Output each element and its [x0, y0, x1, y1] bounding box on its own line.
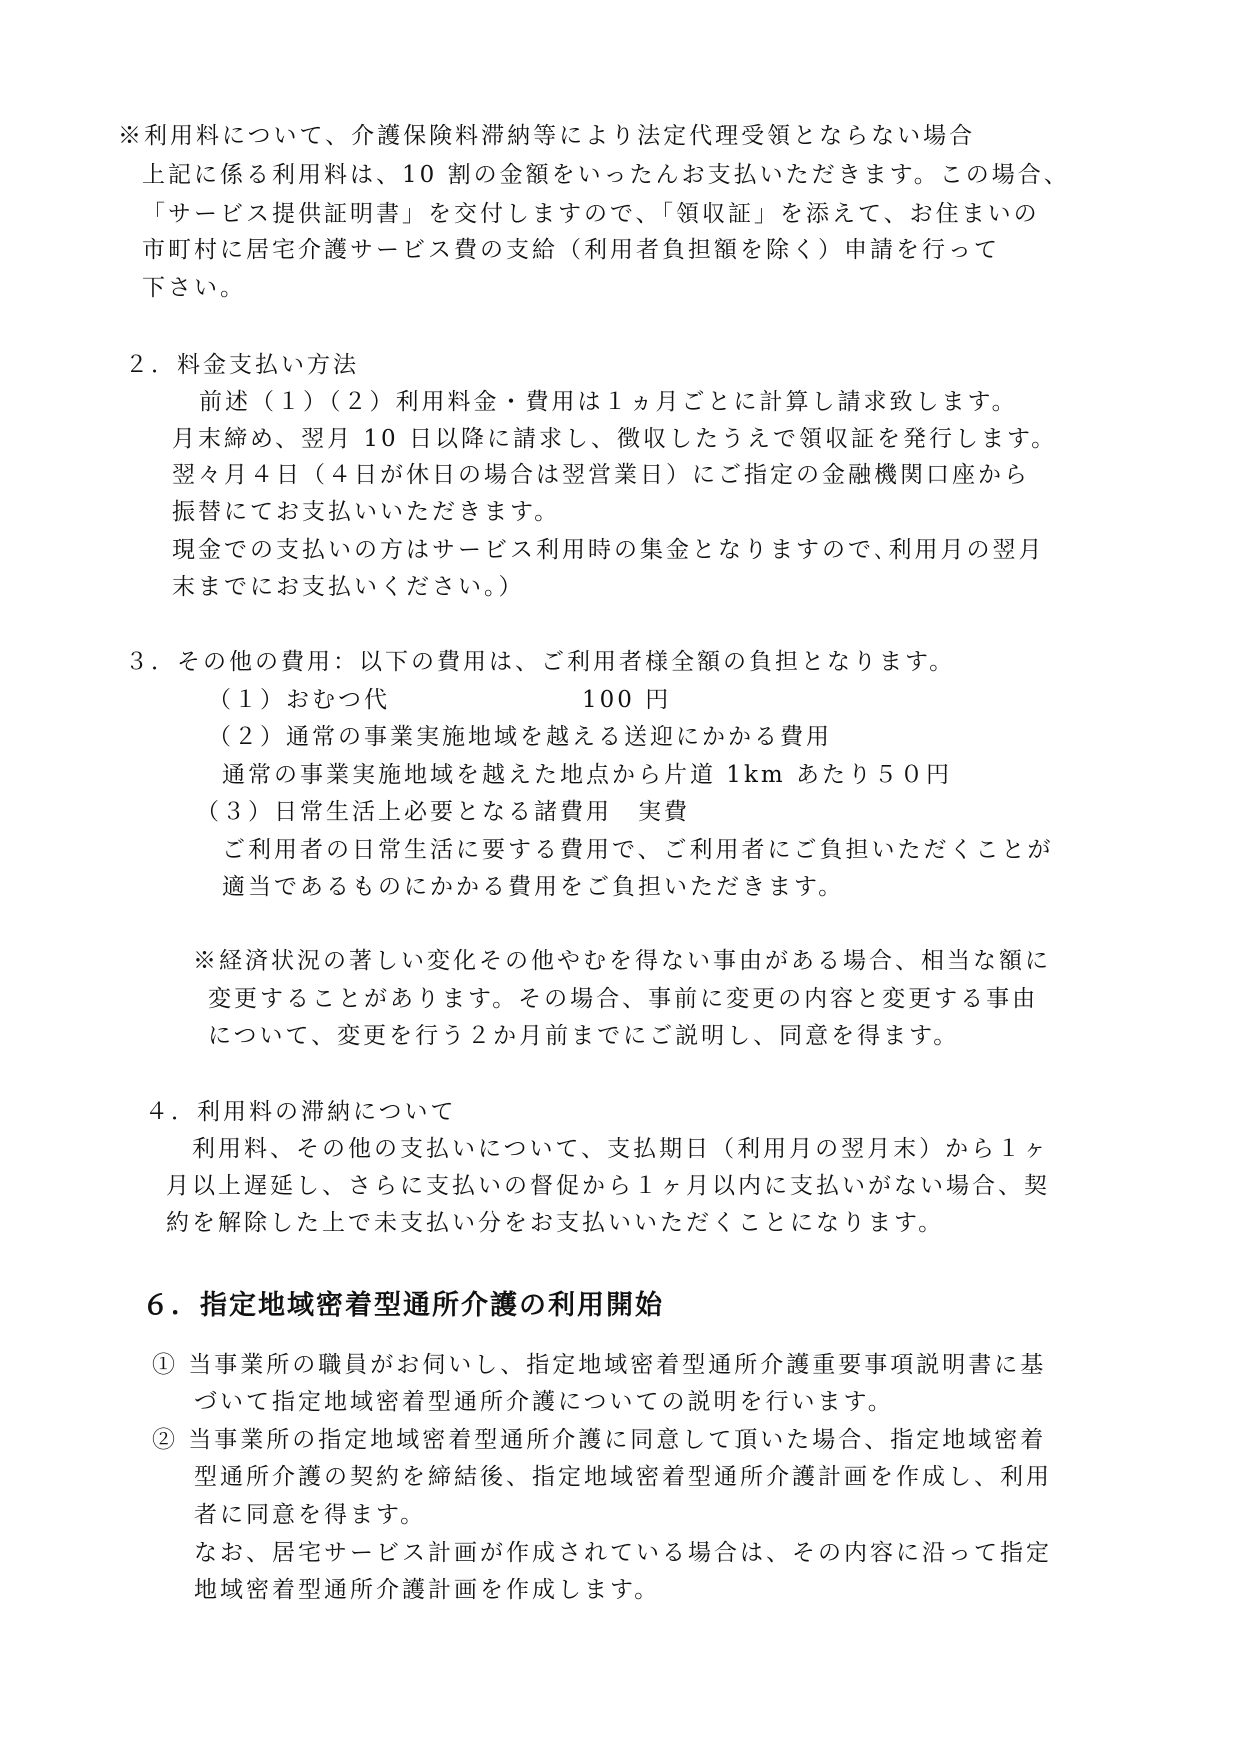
section-4-line: 約を解除した上で未支払い分をお支払いいただくことになります。 [166, 1210, 945, 1236]
section-2-line: 翌々月４日（４日が休日の場合は翌営業日）にご指定の金融機関口座から [172, 462, 1030, 488]
section-6-item-1-line: づいて指定地域密着型通所介護についての説明を行います。 [194, 1389, 894, 1415]
section-2-line: 現金での支払いの方はサービス利用時の集金となりますので､利用月の翌月 [172, 537, 1045, 563]
section-2-line: 振替にてお支払いいただきます。 [172, 499, 561, 525]
section-4-line: 月以上遅延し、さらに支払いの督促から１ヶ月以内に支払いがない場合、契 [166, 1173, 1050, 1199]
payment-note-line: 「サービス提供証明書」を交付しますので、「領収証」を添えて、お住まいの [142, 201, 1040, 227]
daily-expense-label: （３）日常生活上必要となる諸費用 実費 [196, 799, 690, 825]
section-6-item-2-line: ② 当事業所の指定地域密着型通所介護に同意して頂いた場合、指定地域密着 [152, 1427, 1047, 1453]
payment-note-line: ※利用料について、介護保険料滞納等により法定代理受領とならない場合 [118, 123, 976, 149]
section-6-item-1-line: ① 当事業所の職員がお伺いし、指定地域密着型通所介護重要事項説明書に基 [152, 1352, 1047, 1378]
section-2-line: 末までにお支払いください。） [172, 574, 525, 600]
section-4-title: ４．利用料の滞納について [145, 1099, 457, 1125]
section-2-line: 月末締め、翌月 10 日以降に請求し、徴収したうえで領収証を発行します。 [172, 426, 1058, 452]
section-6-item-2-line: なお、居宅サービス計画が作成されている場合は、その内容に沿って指定 [194, 1540, 1052, 1566]
section-6-item-2-line: 者に同意を得ます。 [194, 1502, 427, 1528]
fee-change-note-line: について、変更を行う２か月前までにご説明し、同意を得ます。 [208, 1023, 960, 1049]
section-6-item-2-line: 型通所介護の契約を締結後、指定地域密着型通所介護計画を作成し、利用 [194, 1464, 1052, 1490]
payment-note-line: 上記に係る利用料は、10 割の金額をいったんお支払いただきます。この場合、 [142, 162, 1070, 188]
diaper-fee-price: 100 円 [582, 687, 672, 713]
transport-fee-detail: 通常の事業実施地域を越えた地点から片道 1km あたり５０円 [222, 762, 953, 788]
daily-expense-line: 適当であるものにかかる費用をご負担いただきます。 [222, 874, 845, 900]
transport-fee-label: （２）通常の事業実施地域を越える送迎にかかる費用 [208, 724, 832, 750]
diaper-fee-label: （１）おむつ代 [208, 687, 390, 713]
fee-change-note-line: 変更することがあります。その場合、事前に変更の内容と変更する事由 [208, 986, 1039, 1012]
section-2-title: ２．料金支払い方法 [125, 352, 359, 378]
daily-expense-line: ご利用者の日常生活に要する費用で、ご利用者にご負担いただくことが [222, 837, 1054, 863]
section-3-title: ３．その他の費用：以下の費用は、ご利用者様全額の負担となります。 [125, 649, 956, 675]
fee-change-note-line: ※経済状況の著しい変化その他やむを得ない事由がある場合、相当な額に [193, 948, 1051, 974]
section-6-title: ６．指定地域密着型通所介護の利用開始 [142, 1290, 664, 1321]
section-4-line: 利用料、その他の支払いについて、支払期日（利用月の翌月末）から１ヶ [192, 1136, 1050, 1162]
section-2-line: 前述（１）（２）利用料金・費用は１ヵ月ごとに計算し請求致します。 [199, 389, 1018, 415]
section-6-item-2-line: 地域密着型通所介護計画を作成します。 [194, 1577, 661, 1603]
payment-note-line: 下さい。 [142, 275, 246, 301]
payment-note-line: 市町村に居宅介護サービス費の支給（利用者負担額を除く）申請を行って [142, 237, 1000, 263]
